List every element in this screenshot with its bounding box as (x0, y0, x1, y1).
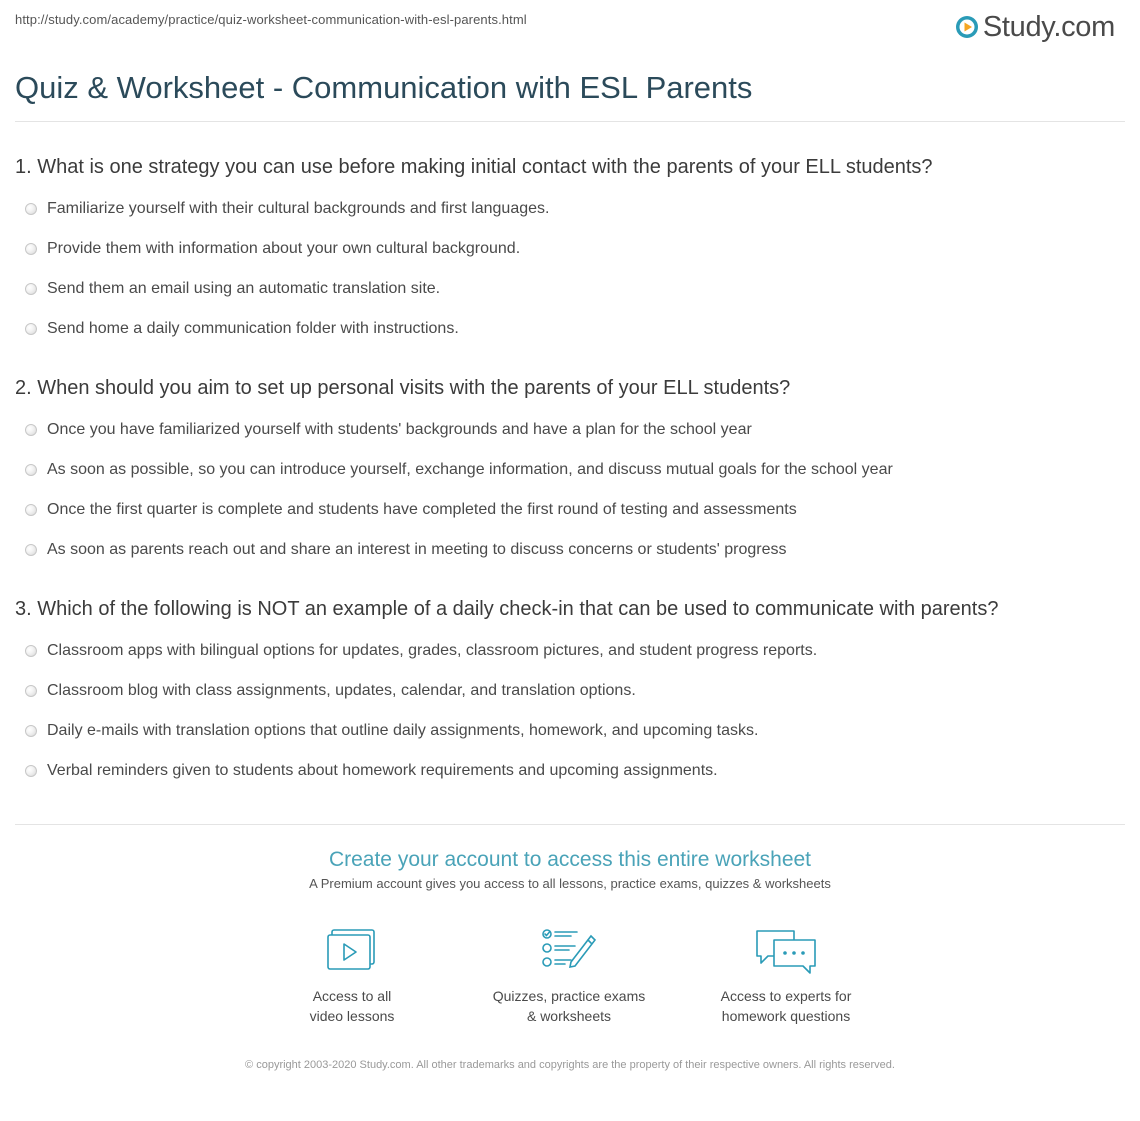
feature-line: Quizzes, practice exams (492, 988, 646, 1004)
cta-subtitle: A Premium account gives you access to all lessons, practice exams, quizzes & worksheets (309, 876, 831, 891)
answer-label: Once the first quarter is complete and students have completed the first round of testing and assessments (47, 501, 797, 518)
answer-label: Familiarize yourself with their cultural backgrounds and first languages. (47, 200, 550, 217)
feature-experts (686, 928, 886, 1026)
study-logo-icon (955, 15, 979, 39)
question-text: 1. What is one strategy you can use before making initial contact with the parents of your ELL students? (15, 156, 933, 178)
answer-option[interactable] (15, 530, 1125, 570)
answer-label: As soon as parents reach out and share an interest in meeting to discuss concerns or students' progress (47, 541, 787, 558)
radio-icon[interactable] (25, 725, 37, 737)
question-1 (15, 154, 1125, 349)
question-2 (15, 375, 1125, 570)
answer-option[interactable] (15, 490, 1125, 530)
page-title: Quiz & Worksheet - Communication with ESL Parents (15, 70, 753, 105)
section-divider (15, 824, 1125, 825)
quiz-checklist-icon (469, 928, 669, 978)
answer-option[interactable] (15, 189, 1125, 229)
feature-video-lessons (252, 928, 452, 1026)
radio-icon[interactable] (25, 765, 37, 777)
answer-option[interactable] (15, 229, 1125, 269)
question-3 (15, 596, 1125, 791)
answer-label: Classroom apps with bilingual options for updates, grades, classroom pictures, and student progress reports. (47, 642, 818, 659)
logo-text: Study.com (982, 10, 1115, 43)
feature-line: homework questions (721, 1008, 851, 1024)
radio-icon[interactable] (25, 283, 37, 295)
radio-icon[interactable] (25, 243, 37, 255)
answer-option[interactable] (15, 671, 1125, 711)
create-account-link[interactable]: Create your account to access this entire worksheet (328, 848, 812, 871)
title-divider (15, 121, 1125, 122)
answer-options (15, 410, 1125, 570)
page-header (15, 12, 1125, 52)
answer-label: Daily e-mails with translation options that outline daily assignments, homework, and upcoming tasks. (47, 722, 759, 739)
feature-line: video lessons (309, 1008, 395, 1024)
answer-label: Once you have familiarized yourself with students' backgrounds and have a plan for the school year (47, 421, 752, 438)
question-text: 3. Which of the following is NOT an example of a daily check-in that can be used to communicate with parents? (15, 598, 999, 620)
video-lesson-icon (252, 928, 452, 978)
radio-icon[interactable] (25, 645, 37, 657)
answer-option[interactable] (15, 631, 1125, 671)
feature-line: Access to all (312, 988, 392, 1004)
radio-icon[interactable] (25, 504, 37, 516)
feature-line: & worksheets (526, 1008, 612, 1024)
chat-bubbles-icon (686, 928, 886, 978)
answer-options (15, 189, 1125, 349)
answer-label: Provide them with information about your own cultural background. (47, 240, 521, 257)
question-text: 2. When should you aim to set up personal visits with the parents of your ELL students? (15, 377, 791, 399)
answer-label: Send home a daily communication folder with instructions. (47, 320, 459, 337)
signup-cta (0, 846, 1140, 891)
question-list (15, 154, 1125, 791)
answer-option[interactable] (15, 711, 1125, 751)
answer-option[interactable] (15, 309, 1125, 349)
radio-icon[interactable] (25, 203, 37, 215)
answer-label: As soon as possible, so you can introduce yourself, exchange information, and discuss mutual goals for the school year (47, 461, 893, 478)
radio-icon[interactable] (25, 464, 37, 476)
answer-option[interactable] (15, 450, 1125, 490)
radio-icon[interactable] (25, 544, 37, 556)
study-logo[interactable] (955, 12, 1115, 42)
answer-option[interactable] (15, 410, 1125, 450)
answer-label: Send them an email using an automatic translation site. (47, 280, 441, 297)
feature-quizzes (469, 928, 669, 1026)
copyright-notice: © copyright 2003-2020 Study.com. All other trademarks and copyrights are the property of their respective owners. All rights reserved. (245, 1059, 895, 1071)
feature-line: Access to experts for (720, 988, 852, 1004)
answer-option[interactable] (15, 269, 1125, 309)
answer-label: Verbal reminders given to students about homework requirements and upcoming assignments. (47, 762, 718, 779)
page-url: http://study.com/academy/practice/quiz-worksheet-communication-with-esl-parents.html (15, 12, 527, 27)
answer-label: Classroom blog with class assignments, updates, calendar, and translation options. (47, 682, 636, 699)
radio-icon[interactable] (25, 424, 37, 436)
radio-icon[interactable] (25, 323, 37, 335)
radio-icon[interactable] (25, 685, 37, 697)
answer-option[interactable] (15, 751, 1125, 791)
answer-options (15, 631, 1125, 791)
